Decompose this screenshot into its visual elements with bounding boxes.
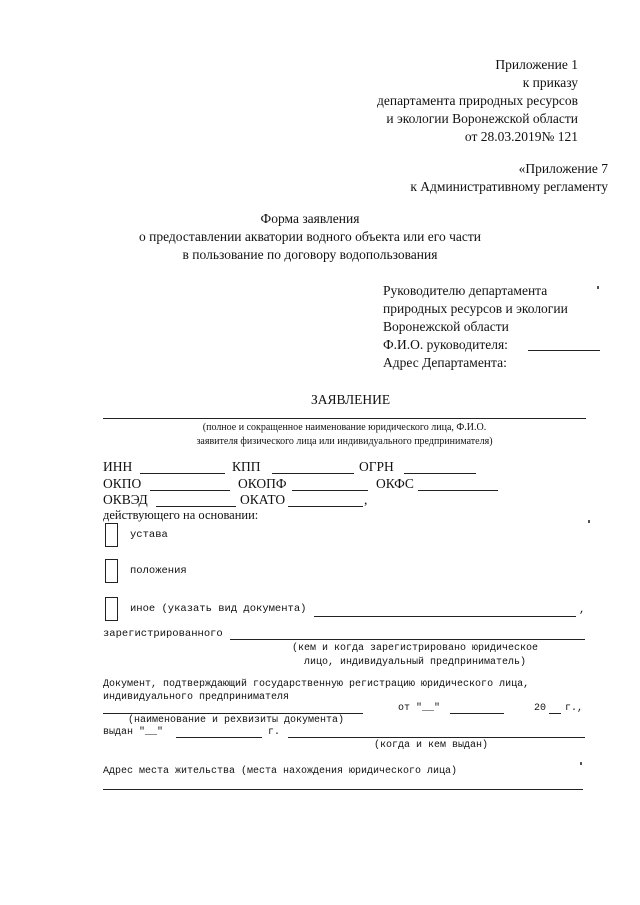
applicant-name-field[interactable] [103, 418, 586, 419]
header-line: к приказу [522, 75, 578, 90]
addressee-line: природных ресурсов и экологии [383, 301, 568, 316]
registered-label: зарегистрированного [103, 628, 223, 640]
charter-option: устава [130, 529, 168, 541]
header-line: департамента природных ресурсов [376, 93, 578, 108]
header-line: Приложение 1 [495, 57, 578, 72]
okpo-label: ОКПО [103, 476, 142, 491]
applicant-hint-line: заявителя физического лица или индивидуального предпринимателя) [196, 436, 493, 447]
form-title-line: в пользование по договору водопользования [182, 247, 438, 262]
director-name-field[interactable] [528, 350, 600, 351]
regulation-appendix-header [410, 160, 608, 196]
appendix-line: «Приложение 7 [518, 161, 608, 176]
document-name-hint: (наименование и рехвизиты документа) [128, 715, 345, 726]
address-label: Адрес места жительства (места нахождения юридического лица) [103, 766, 458, 777]
header-line: и экологии Воронежской области [386, 111, 578, 126]
ogrn-label: ОГРН [359, 459, 394, 474]
okato-comma: , [364, 492, 368, 507]
charter-checkbox[interactable] [105, 523, 118, 547]
form-title-line: о предоставлении акватории водного объекта или его части [139, 229, 481, 244]
addressee-line: Воронежской области [383, 319, 509, 334]
registered-hint-line: (кем и когда зарегистрировано юридическое [291, 643, 539, 654]
basis-label: действующего на основании: [103, 508, 259, 522]
kpp-label: КПП [232, 459, 261, 474]
okved-field[interactable] [156, 506, 236, 507]
issued-by-field[interactable] [288, 737, 585, 738]
regulation-checkbox[interactable] [105, 559, 118, 583]
okfs-field[interactable] [418, 490, 498, 491]
other-doc-option: иное (указать вид документа) [130, 603, 307, 615]
addressee-line: Ф.И.О. руководителя: [383, 337, 508, 352]
statement-title: ЗАЯВЛЕНИЕ [311, 392, 391, 407]
issued-label: выдан "__" [103, 727, 164, 738]
address-field[interactable] [103, 789, 583, 790]
okopf-field[interactable] [292, 490, 368, 491]
document-from: от "__" [398, 703, 441, 714]
issued-g: г. [268, 727, 281, 738]
order-appendix-header [377, 56, 578, 146]
inn-label: ИНН [103, 459, 133, 474]
okved-label: ОКВЭД [103, 492, 148, 507]
appendix-line: к Административному регламенту [410, 179, 608, 194]
okato-label: ОКАТО [240, 492, 286, 507]
document-month-field[interactable] [450, 713, 504, 714]
document-year-suffix: г., [565, 703, 584, 714]
issued-date-field[interactable] [176, 737, 262, 738]
other-doc-comma: , [579, 604, 586, 616]
addressee-line: Руководителю департамента [383, 283, 548, 298]
other-doc-checkbox[interactable] [105, 597, 118, 621]
okfs-label: ОКФС [376, 476, 414, 491]
registered-hint-line: лицо, индивидуальный предприниматель) [303, 657, 527, 668]
document-year-field[interactable] [549, 713, 561, 714]
addressee-block [383, 282, 568, 372]
document-year: 20 [534, 703, 547, 714]
kpp-field[interactable] [272, 473, 354, 474]
okato-field[interactable] [288, 506, 363, 507]
ogrn-field[interactable] [404, 473, 476, 474]
regulation-option: положения [130, 565, 187, 577]
header-line: от 28.03.2019№ 121 [464, 129, 578, 144]
okopf-label: ОКОПФ [238, 476, 287, 491]
scan-speck [597, 286, 599, 289]
document-name-field[interactable] [103, 713, 363, 714]
inn-field[interactable] [140, 473, 225, 474]
addressee-line: Адрес Департамента: [383, 355, 507, 370]
applicant-hint-line: (полное и сокращенное наименование юридического лица, Ф.И.О. [202, 422, 487, 433]
form-title-line: Форма заявления [260, 211, 360, 226]
registered-field[interactable] [230, 639, 585, 640]
okpo-field[interactable] [150, 490, 230, 491]
registered-hint [270, 642, 560, 670]
issued-hint: (когда и кем выдан) [374, 740, 489, 751]
applicant-hint [103, 421, 586, 449]
form-title [110, 210, 510, 264]
document-text: индивидуального предпринимателя [103, 692, 290, 703]
scan-speck [580, 762, 582, 765]
scan-speck [588, 520, 590, 523]
other-doc-field[interactable] [314, 616, 576, 617]
document-text: Документ, подтверждающий государственную регистрацию юридического лица, [103, 679, 530, 690]
